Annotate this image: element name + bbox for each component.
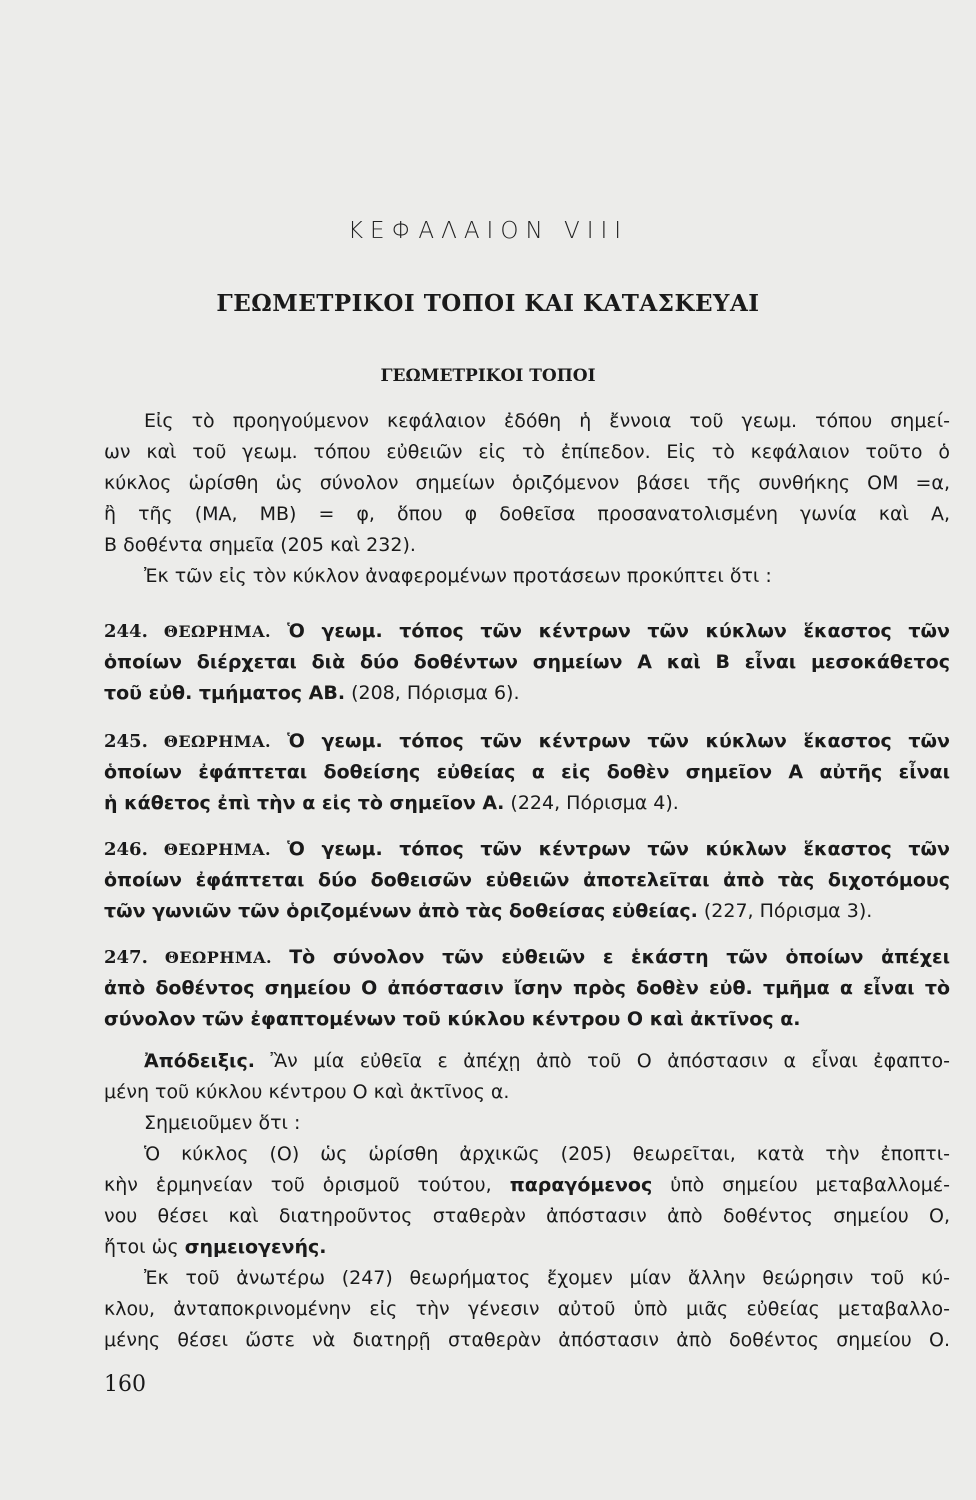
- theorem-text: ὁποίων διέρχεται διὰ δύο δοθέντων σημείων Α καὶ Β εἶναι μεσοκάθετος: [104, 651, 950, 673]
- intro-paragraph: [104, 406, 950, 592]
- text-line: Β δοθέντα σημεῖα (205 καὶ 232).: [104, 534, 416, 556]
- text-line: ων καὶ τοῦ γεωμ. τόπου εὐθειῶν εἰς τὸ ἐπίπεδον. Εἰς τὸ κεφάλαιον τοῦτο ὁ: [104, 441, 950, 463]
- theorem-number: 245.: [104, 731, 148, 752]
- text-line: Ἐκ τοῦ ἀνωτέρω (247) θεωρήματος ἔχομεν μίαν ἄλλην θεώρησιν τοῦ κύ-: [144, 1267, 950, 1289]
- theorem-text: τῶν γωνιῶν τῶν ὁριζομένων ἀπὸ τὰς δοθείσας εὐθείας.: [104, 900, 698, 922]
- text-fragment: ἤτοι ὡς: [104, 1236, 179, 1258]
- text-line: Ὁ κύκλος (Ο) ὡς ὡρίσθη ἀρχικῶς (205) θεωρεῖται, κατὰ τὴν ἐποπτι-: [144, 1143, 950, 1165]
- section-title: ΓΕΩΜΕΤΡΙΚΟΙ ΤΟΠΟΙ: [380, 366, 596, 386]
- theorem-247: [104, 942, 950, 1035]
- theorem-label: ΘΕΩΡΗΜΑ.: [163, 732, 272, 751]
- theorem-label: ΘΕΩΡΗΜΑ.: [164, 948, 273, 967]
- proof-text: Ἂν μία εὐθεῖα ε ἀπέχῃ ἀπὸ τοῦ Ο ἀπόστασιν α εἶναι ἐφαπτο-: [270, 1050, 950, 1072]
- text-line: Εἰς τὸ προηγούμενον κεφάλαιον ἐδόθη ἡ ἔννοια τοῦ γεωμ. τόπου σημεί-: [144, 410, 950, 432]
- chapter-heading: ΚΕΦΑΛΑΙΟΝ VIII: [347, 218, 629, 244]
- proof-label: Ἀπόδειξις.: [144, 1050, 255, 1072]
- theorem-text: ἡ κάθετος ἐπὶ τὴν α εἰς τὸ σημεῖον Α.: [104, 792, 505, 814]
- theorem-number: 247.: [104, 947, 148, 968]
- theorem-244: [104, 616, 950, 709]
- text-line: νου θέσει καὶ διατηροῦντος σταθερὰν ἀπόστασιν ἀπὸ δοθέντος σημείου Ο,: [104, 1205, 950, 1227]
- emphasis-term: σημειογενής.: [184, 1236, 327, 1258]
- theorem-246: [104, 834, 950, 927]
- text-line: Σημειοῦμεν ὅτι :: [144, 1112, 301, 1134]
- text-line: Ἐκ τῶν εἰς τὸν κύκλον ἀναφερομένων προτάσεων προκύπτει ὅτι :: [144, 565, 772, 587]
- theorem-245: [104, 726, 950, 819]
- theorem-reference: (224, Πόρισμα 4).: [510, 792, 679, 814]
- text-line: ἢ τῆς (ΜΑ, ΜΒ) = φ, ὅπου φ δοθεῖσα προσανατολισμένη γωνία καὶ Α,: [104, 503, 950, 525]
- theorem-text: Ὁ γεωμ. τόπος τῶν κέντρων τῶν κύκλων ἕκαστος τῶν: [287, 730, 950, 752]
- theorem-reference: (227, Πόρισμα 3).: [703, 900, 873, 922]
- text-line: κύκλος ὡρίσθη ὡς σύνολον σημείων ὁριζόμενον βάσει τῆς συνθήκης ΟΜ =α,: [104, 472, 950, 494]
- theorem-text: ἀπὸ δοθέντος σημείου Ο ἀπόστασιν ἴσην πρὸς δοθὲν εὐθ. τμῆμα α εἶναι τὸ: [104, 977, 950, 999]
- theorem-text: Ὁ γεωμ. τόπος τῶν κέντρων τῶν κύκλων ἕκαστος τῶν: [287, 838, 950, 860]
- theorem-reference: (208, Πόρισμα 6).: [351, 682, 520, 704]
- theorem-number: 246.: [104, 839, 148, 860]
- theorem-text: Τὸ σύνολον τῶν εὐθειῶν ε ἑκάστη τῶν ὁποίων ἀπέχει: [289, 946, 950, 968]
- theorem-label: ΘΕΩΡΗΜΑ.: [163, 622, 272, 641]
- text-line: κλου, ἀνταποκρινομένην εἰς τὴν γένεσιν αὐτοῦ ὑπὸ μιᾶς εὐθείας μεταβαλλο-: [104, 1298, 950, 1320]
- theorem-label: ΘΕΩΡΗΜΑ.: [163, 840, 272, 859]
- page-number: 160: [104, 1372, 146, 1397]
- text-line: μένη τοῦ κύκλου κέντρου Ο καὶ ἀκτῖνος α.: [104, 1081, 510, 1103]
- theorem-text: ὁποίων ἐφάπτεται δοθείσης εὐθείας α εἰς δοθὲν σημεῖον Α αὐτῆς εἶναι: [104, 761, 950, 783]
- chapter-title: ΓΕΩΜΕΤΡΙΚΟΙ ΤΟΠΟΙ ΚΑΙ ΚΑΤΑΣΚΕΥΑΙ: [216, 290, 760, 317]
- theorem-text: σύνολον τῶν ἐφαπτομένων τοῦ κύκλου κέντρου Ο καὶ ἀκτῖνος α.: [104, 1008, 801, 1030]
- text-line: μένης θέσει ὥστε νὰ διατηρῇ σταθερὰν ἀπόστασιν ἀπὸ δοθέντος σημείου Ο.: [104, 1329, 950, 1351]
- theorem-text: Ὁ γεωμ. τόπος τῶν κέντρων τῶν κύκλων ἕκαστος τῶν: [287, 620, 950, 642]
- proof-paragraph: [104, 1046, 950, 1356]
- theorem-number: 244.: [104, 621, 148, 642]
- emphasis-term: παραγόμενος: [509, 1174, 653, 1196]
- text-fragment: ὑπὸ σημείου μεταβαλλομέ-: [670, 1174, 950, 1196]
- text-fragment: κὴν ἑρμηνείαν τοῦ ὁρισμοῦ τούτου,: [104, 1174, 492, 1196]
- theorem-text: ὁποίων ἐφάπτεται δύο δοθεισῶν εὐθειῶν ἀποτελεῖται ἀπὸ τὰς διχοτόμους: [104, 869, 950, 891]
- theorem-text: τοῦ εὐθ. τμήματος ΑΒ.: [104, 682, 346, 704]
